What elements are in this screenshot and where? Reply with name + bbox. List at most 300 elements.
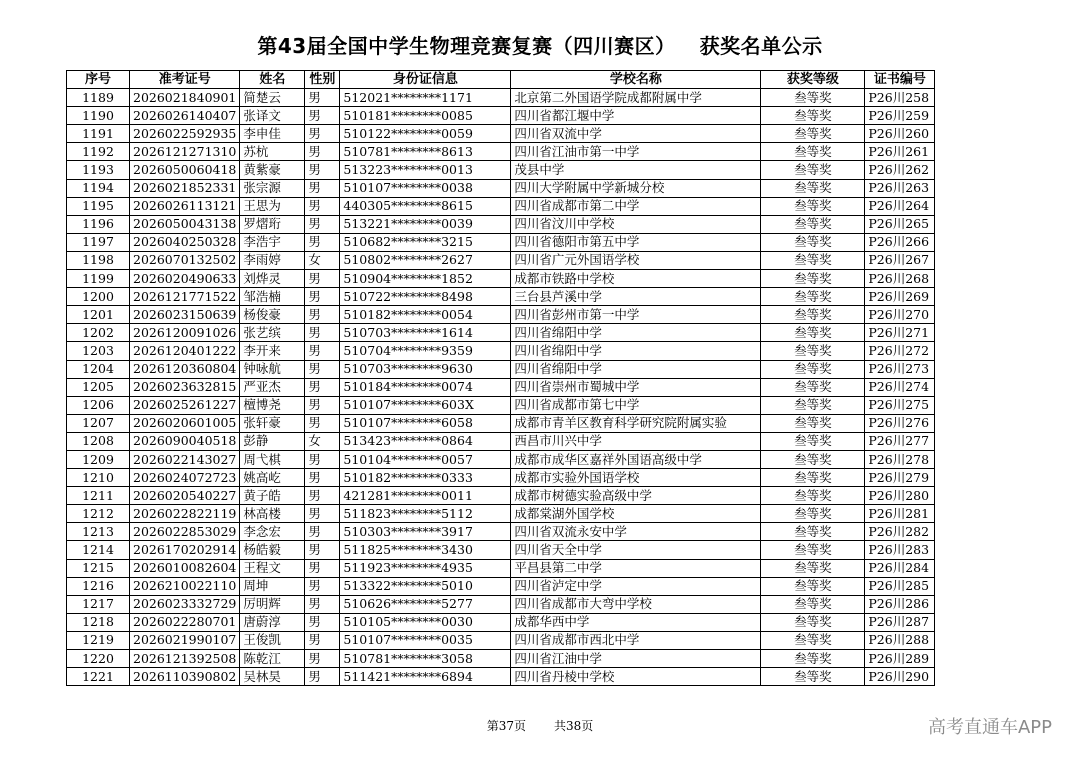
cell-exam-id: 2026040250328 bbox=[130, 233, 240, 251]
cell-exam-id: 2026022853029 bbox=[130, 523, 240, 541]
cell-gender: 男 bbox=[305, 631, 340, 649]
table-row bbox=[67, 487, 935, 505]
cell-id-card: 511923********4935 bbox=[340, 559, 511, 577]
cell-certificate: P26川258 bbox=[865, 89, 935, 107]
cell-index: 1214 bbox=[67, 541, 130, 559]
cell-name: 李雨婷 bbox=[240, 251, 305, 269]
cell-id-card: 510107********0038 bbox=[340, 179, 511, 197]
cell-award: 叁等奖 bbox=[761, 595, 865, 613]
award-table bbox=[66, 70, 935, 686]
col-header-school: 学校名称 bbox=[511, 71, 761, 89]
cell-index: 1199 bbox=[67, 270, 130, 288]
cell-id-card: 511825********3430 bbox=[340, 541, 511, 559]
cell-index: 1210 bbox=[67, 469, 130, 487]
page-number: 第37页 bbox=[486, 719, 526, 733]
cell-certificate: P26川269 bbox=[865, 288, 935, 306]
table-row bbox=[67, 469, 935, 487]
cell-id-card: 510122********0059 bbox=[340, 125, 511, 143]
cell-gender: 男 bbox=[305, 541, 340, 559]
cell-certificate: P26川285 bbox=[865, 577, 935, 595]
cell-id-card: 421281********0011 bbox=[340, 487, 511, 505]
cell-name: 张轩豪 bbox=[240, 414, 305, 432]
table-row bbox=[67, 306, 935, 324]
cell-gender: 男 bbox=[305, 360, 340, 378]
cell-school: 四川省绵阳中学 bbox=[511, 360, 761, 378]
cell-gender: 男 bbox=[305, 179, 340, 197]
cell-certificate: P26川277 bbox=[865, 432, 935, 450]
cell-certificate: P26川287 bbox=[865, 613, 935, 631]
cell-gender: 男 bbox=[305, 505, 340, 523]
cell-gender: 男 bbox=[305, 378, 340, 396]
cell-award: 叁等奖 bbox=[761, 125, 865, 143]
table-row bbox=[67, 541, 935, 559]
cell-id-card: 510781********3058 bbox=[340, 650, 511, 668]
cell-exam-id: 2026023632815 bbox=[130, 378, 240, 396]
cell-gender: 男 bbox=[305, 469, 340, 487]
cell-school: 成都市成华区嘉祥外国语高级中学 bbox=[511, 450, 761, 468]
cell-award: 叁等奖 bbox=[761, 197, 865, 215]
table-row bbox=[67, 197, 935, 215]
table-row bbox=[67, 432, 935, 450]
cell-exam-id: 2026210022110 bbox=[130, 577, 240, 595]
cell-school: 四川省彭州市第一中学 bbox=[511, 306, 761, 324]
cell-gender: 男 bbox=[305, 107, 340, 125]
cell-id-card: 510104********0057 bbox=[340, 450, 511, 468]
page-total: 共38页 bbox=[554, 719, 594, 733]
cell-certificate: P26川276 bbox=[865, 414, 935, 432]
cell-gender: 男 bbox=[305, 487, 340, 505]
table-row bbox=[67, 215, 935, 233]
cell-school: 成都市实验外国语学校 bbox=[511, 469, 761, 487]
cell-name: 黄子皓 bbox=[240, 487, 305, 505]
cell-certificate: P26川283 bbox=[865, 541, 935, 559]
cell-id-card: 510303********3917 bbox=[340, 523, 511, 541]
cell-school: 四川省崇州市蜀城中学 bbox=[511, 378, 761, 396]
cell-award: 叁等奖 bbox=[761, 179, 865, 197]
cell-exam-id: 2026170202914 bbox=[130, 541, 240, 559]
cell-award: 叁等奖 bbox=[761, 270, 865, 288]
cell-gender: 男 bbox=[305, 125, 340, 143]
cell-index: 1213 bbox=[67, 523, 130, 541]
title-sub: 获奖名单公示 bbox=[699, 34, 823, 58]
cell-award: 叁等奖 bbox=[761, 378, 865, 396]
cell-index: 1215 bbox=[67, 559, 130, 577]
cell-name: 张宗源 bbox=[240, 179, 305, 197]
cell-id-card: 511421********6894 bbox=[340, 668, 511, 686]
cell-exam-id: 2026025261227 bbox=[130, 396, 240, 414]
cell-award: 叁等奖 bbox=[761, 342, 865, 360]
cell-name: 杨俊豪 bbox=[240, 306, 305, 324]
cell-name: 钟咏航 bbox=[240, 360, 305, 378]
cell-award: 叁等奖 bbox=[761, 251, 865, 269]
cell-award: 叁等奖 bbox=[761, 577, 865, 595]
cell-certificate: P26川270 bbox=[865, 306, 935, 324]
table-row bbox=[67, 668, 935, 686]
cell-gender: 男 bbox=[305, 161, 340, 179]
cell-award: 叁等奖 bbox=[761, 306, 865, 324]
cell-index: 1209 bbox=[67, 450, 130, 468]
cell-school: 四川省天全中学 bbox=[511, 541, 761, 559]
cell-name: 李申佳 bbox=[240, 125, 305, 143]
table-row bbox=[67, 233, 935, 251]
cell-school: 成都市青羊区教育科学研究院附属实验 bbox=[511, 414, 761, 432]
cell-school: 四川省成都市第二中学 bbox=[511, 197, 761, 215]
cell-exam-id: 2026024072723 bbox=[130, 469, 240, 487]
cell-name: 黄紫豪 bbox=[240, 161, 305, 179]
cell-award: 叁等奖 bbox=[761, 143, 865, 161]
cell-certificate: P26川260 bbox=[865, 125, 935, 143]
cell-award: 叁等奖 bbox=[761, 432, 865, 450]
cell-exam-id: 2026121392508 bbox=[130, 650, 240, 668]
table-row bbox=[67, 378, 935, 396]
col-header-exam-id: 准考证号 bbox=[130, 71, 240, 89]
table-row bbox=[67, 143, 935, 161]
cell-school: 茂县中学 bbox=[511, 161, 761, 179]
cell-id-card: 510107********603X bbox=[340, 396, 511, 414]
cell-id-card: 510181********0085 bbox=[340, 107, 511, 125]
cell-exam-id: 2026120360804 bbox=[130, 360, 240, 378]
cell-index: 1190 bbox=[67, 107, 130, 125]
cell-name: 唐蔚淳 bbox=[240, 613, 305, 631]
table-row bbox=[67, 559, 935, 577]
table-row bbox=[67, 107, 935, 125]
cell-id-card: 513223********0013 bbox=[340, 161, 511, 179]
cell-certificate: P26川282 bbox=[865, 523, 935, 541]
cell-exam-id: 2026050060418 bbox=[130, 161, 240, 179]
cell-exam-id: 2026020601005 bbox=[130, 414, 240, 432]
cell-award: 叁等奖 bbox=[761, 541, 865, 559]
page-title bbox=[0, 30, 1080, 59]
cell-id-card: 510904********1852 bbox=[340, 270, 511, 288]
cell-exam-id: 2026021852331 bbox=[130, 179, 240, 197]
cell-award: 叁等奖 bbox=[761, 360, 865, 378]
cell-certificate: P26川275 bbox=[865, 396, 935, 414]
table-row bbox=[67, 89, 935, 107]
cell-name: 王思为 bbox=[240, 197, 305, 215]
cell-id-card: 513322********5010 bbox=[340, 577, 511, 595]
cell-index: 1221 bbox=[67, 668, 130, 686]
cell-award: 叁等奖 bbox=[761, 396, 865, 414]
cell-school: 四川省绵阳中学 bbox=[511, 324, 761, 342]
cell-certificate: P26川263 bbox=[865, 179, 935, 197]
cell-gender: 女 bbox=[305, 251, 340, 269]
cell-gender: 男 bbox=[305, 215, 340, 233]
cell-name: 李开来 bbox=[240, 342, 305, 360]
cell-certificate: P26川259 bbox=[865, 107, 935, 125]
cell-index: 1200 bbox=[67, 288, 130, 306]
table-row bbox=[67, 251, 935, 269]
cell-school: 三台县芦溪中学 bbox=[511, 288, 761, 306]
cell-school: 四川省汶川中学校 bbox=[511, 215, 761, 233]
cell-exam-id: 2026121771522 bbox=[130, 288, 240, 306]
cell-gender: 男 bbox=[305, 342, 340, 360]
cell-award: 叁等奖 bbox=[761, 505, 865, 523]
cell-school: 四川省成都市西北中学 bbox=[511, 631, 761, 649]
cell-award: 叁等奖 bbox=[761, 613, 865, 631]
cell-school: 成都市铁路中学校 bbox=[511, 270, 761, 288]
cell-index: 1204 bbox=[67, 360, 130, 378]
cell-id-card: 513423********0864 bbox=[340, 432, 511, 450]
cell-name: 刘烨灵 bbox=[240, 270, 305, 288]
cell-gender: 男 bbox=[305, 197, 340, 215]
cell-school: 四川省绵阳中学 bbox=[511, 342, 761, 360]
cell-index: 1212 bbox=[67, 505, 130, 523]
cell-award: 叁等奖 bbox=[761, 161, 865, 179]
cell-exam-id: 2026021990107 bbox=[130, 631, 240, 649]
cell-certificate: P26川281 bbox=[865, 505, 935, 523]
cell-name: 周弋棋 bbox=[240, 450, 305, 468]
table-row bbox=[67, 450, 935, 468]
cell-name: 林高楼 bbox=[240, 505, 305, 523]
cell-index: 1195 bbox=[67, 197, 130, 215]
title-main: 第43届全国中学生物理竞赛复赛（四川赛区） bbox=[257, 34, 676, 58]
table-row bbox=[67, 613, 935, 631]
cell-certificate: P26川265 bbox=[865, 215, 935, 233]
cell-name: 苏杭 bbox=[240, 143, 305, 161]
cell-certificate: P26川271 bbox=[865, 324, 935, 342]
cell-id-card: 510182********0054 bbox=[340, 306, 511, 324]
cell-exam-id: 2026022592935 bbox=[130, 125, 240, 143]
table-row bbox=[67, 577, 935, 595]
cell-gender: 男 bbox=[305, 650, 340, 668]
cell-exam-id: 2026070132502 bbox=[130, 251, 240, 269]
cell-school: 成都华西中学 bbox=[511, 613, 761, 631]
cell-index: 1198 bbox=[67, 251, 130, 269]
table-row bbox=[67, 179, 935, 197]
cell-gender: 男 bbox=[305, 595, 340, 613]
cell-award: 叁等奖 bbox=[761, 414, 865, 432]
cell-gender: 男 bbox=[305, 233, 340, 251]
cell-certificate: P26川272 bbox=[865, 342, 935, 360]
cell-gender: 男 bbox=[305, 559, 340, 577]
table-row bbox=[67, 650, 935, 668]
cell-index: 1220 bbox=[67, 650, 130, 668]
cell-award: 叁等奖 bbox=[761, 450, 865, 468]
cell-name: 简楚云 bbox=[240, 89, 305, 107]
watermark-logo-text: 高考直通车APP bbox=[927, 717, 1052, 738]
cell-exam-id: 2026020490633 bbox=[130, 270, 240, 288]
table-row bbox=[67, 360, 935, 378]
cell-index: 1196 bbox=[67, 215, 130, 233]
cell-school: 成都棠湖外国学校 bbox=[511, 505, 761, 523]
cell-name: 彭静 bbox=[240, 432, 305, 450]
cell-school: 四川省江油市第一中学 bbox=[511, 143, 761, 161]
cell-id-card: 510182********0333 bbox=[340, 469, 511, 487]
cell-school: 四川省成都市大弯中学校 bbox=[511, 595, 761, 613]
cell-name: 姚高屹 bbox=[240, 469, 305, 487]
cell-gender: 男 bbox=[305, 577, 340, 595]
cell-index: 1193 bbox=[67, 161, 130, 179]
cell-certificate: P26川266 bbox=[865, 233, 935, 251]
cell-gender: 男 bbox=[305, 288, 340, 306]
table-row bbox=[67, 125, 935, 143]
cell-gender: 男 bbox=[305, 324, 340, 342]
cell-index: 1205 bbox=[67, 378, 130, 396]
cell-id-card: 510105********0030 bbox=[340, 613, 511, 631]
cell-school: 西昌市川兴中学 bbox=[511, 432, 761, 450]
cell-school: 四川省泸定中学 bbox=[511, 577, 761, 595]
table-row bbox=[67, 396, 935, 414]
cell-award: 叁等奖 bbox=[761, 324, 865, 342]
cell-gender: 男 bbox=[305, 613, 340, 631]
cell-exam-id: 2026022822119 bbox=[130, 505, 240, 523]
cell-id-card: 510722********8498 bbox=[340, 288, 511, 306]
cell-certificate: P26川286 bbox=[865, 595, 935, 613]
cell-school: 四川省江油中学 bbox=[511, 650, 761, 668]
page-footer bbox=[0, 717, 1080, 734]
cell-exam-id: 2026020540227 bbox=[130, 487, 240, 505]
cell-exam-id: 2026022280701 bbox=[130, 613, 240, 631]
cell-exam-id: 2026026113121 bbox=[130, 197, 240, 215]
cell-school: 四川省双流永安中学 bbox=[511, 523, 761, 541]
cell-index: 1191 bbox=[67, 125, 130, 143]
cell-gender: 男 bbox=[305, 668, 340, 686]
cell-certificate: P26川290 bbox=[865, 668, 935, 686]
cell-name: 邹浩楠 bbox=[240, 288, 305, 306]
cell-school: 四川省都江堰中学 bbox=[511, 107, 761, 125]
cell-school: 四川大学附属中学新城分校 bbox=[511, 179, 761, 197]
table-row bbox=[67, 631, 935, 649]
col-header-index: 序号 bbox=[67, 71, 130, 89]
cell-index: 1218 bbox=[67, 613, 130, 631]
cell-index: 1202 bbox=[67, 324, 130, 342]
cell-index: 1217 bbox=[67, 595, 130, 613]
cell-name: 王俊凯 bbox=[240, 631, 305, 649]
cell-exam-id: 2026120091026 bbox=[130, 324, 240, 342]
cell-gender: 男 bbox=[305, 270, 340, 288]
cell-index: 1207 bbox=[67, 414, 130, 432]
col-header-gender: 性别 bbox=[305, 71, 340, 89]
cell-award: 叁等奖 bbox=[761, 559, 865, 577]
cell-exam-id: 2026022143027 bbox=[130, 450, 240, 468]
col-header-id-card: 身份证信息 bbox=[340, 71, 511, 89]
cell-name: 罗熠珩 bbox=[240, 215, 305, 233]
cell-school: 四川省广元外国语学校 bbox=[511, 251, 761, 269]
cell-index: 1189 bbox=[67, 89, 130, 107]
cell-school: 四川省丹棱中学校 bbox=[511, 668, 761, 686]
cell-exam-id: 2026090040518 bbox=[130, 432, 240, 450]
cell-gender: 男 bbox=[305, 89, 340, 107]
cell-name: 李浩宇 bbox=[240, 233, 305, 251]
cell-award: 叁等奖 bbox=[761, 523, 865, 541]
cell-id-card: 511823********5112 bbox=[340, 505, 511, 523]
table-row bbox=[67, 324, 935, 342]
cell-exam-id: 2026010082604 bbox=[130, 559, 240, 577]
cell-id-card: 510704********9359 bbox=[340, 342, 511, 360]
cell-id-card: 510107********6058 bbox=[340, 414, 511, 432]
cell-certificate: P26川264 bbox=[865, 197, 935, 215]
cell-exam-id: 2026023150639 bbox=[130, 306, 240, 324]
cell-gender: 男 bbox=[305, 414, 340, 432]
cell-certificate: P26川278 bbox=[865, 450, 935, 468]
cell-name: 王程文 bbox=[240, 559, 305, 577]
cell-school: 成都市树德实验高级中学 bbox=[511, 487, 761, 505]
table-row bbox=[67, 161, 935, 179]
cell-exam-id: 2026021840901 bbox=[130, 89, 240, 107]
cell-gender: 男 bbox=[305, 143, 340, 161]
cell-exam-id: 2026050043138 bbox=[130, 215, 240, 233]
cell-exam-id: 2026110390802 bbox=[130, 668, 240, 686]
cell-name: 周坤 bbox=[240, 577, 305, 595]
table-body bbox=[67, 89, 935, 686]
cell-exam-id: 2026121271310 bbox=[130, 143, 240, 161]
cell-gender: 女 bbox=[305, 432, 340, 450]
cell-award: 叁等奖 bbox=[761, 288, 865, 306]
cell-index: 1211 bbox=[67, 487, 130, 505]
cell-school: 平昌县第二中学 bbox=[511, 559, 761, 577]
cell-name: 张译文 bbox=[240, 107, 305, 125]
cell-id-card: 510802********2627 bbox=[340, 251, 511, 269]
cell-id-card: 510703********9630 bbox=[340, 360, 511, 378]
cell-gender: 男 bbox=[305, 306, 340, 324]
cell-award: 叁等奖 bbox=[761, 107, 865, 125]
cell-exam-id: 2026120401222 bbox=[130, 342, 240, 360]
cell-certificate: P26川288 bbox=[865, 631, 935, 649]
cell-school: 四川省成都市第七中学 bbox=[511, 396, 761, 414]
cell-index: 1194 bbox=[67, 179, 130, 197]
cell-gender: 男 bbox=[305, 450, 340, 468]
cell-index: 1219 bbox=[67, 631, 130, 649]
cell-name: 杨皓毅 bbox=[240, 541, 305, 559]
col-header-award: 获奖等级 bbox=[761, 71, 865, 89]
cell-award: 叁等奖 bbox=[761, 215, 865, 233]
cell-name: 李念宏 bbox=[240, 523, 305, 541]
cell-index: 1216 bbox=[67, 577, 130, 595]
cell-id-card: 510703********1614 bbox=[340, 324, 511, 342]
cell-name: 严亚杰 bbox=[240, 378, 305, 396]
cell-id-card: 510781********8613 bbox=[340, 143, 511, 161]
cell-id-card: 510626********5277 bbox=[340, 595, 511, 613]
cell-certificate: P26川280 bbox=[865, 487, 935, 505]
cell-certificate: P26川267 bbox=[865, 251, 935, 269]
cell-certificate: P26川262 bbox=[865, 161, 935, 179]
table-row bbox=[67, 342, 935, 360]
cell-award: 叁等奖 bbox=[761, 650, 865, 668]
cell-index: 1201 bbox=[67, 306, 130, 324]
table-row bbox=[67, 270, 935, 288]
cell-index: 1203 bbox=[67, 342, 130, 360]
cell-certificate: P26川289 bbox=[865, 650, 935, 668]
cell-award: 叁等奖 bbox=[761, 89, 865, 107]
table-row bbox=[67, 505, 935, 523]
cell-index: 1192 bbox=[67, 143, 130, 161]
cell-certificate: P26川274 bbox=[865, 378, 935, 396]
cell-school: 北京第二外国语学院成都附属中学 bbox=[511, 89, 761, 107]
cell-id-card: 512021********1171 bbox=[340, 89, 511, 107]
cell-award: 叁等奖 bbox=[761, 233, 865, 251]
cell-index: 1197 bbox=[67, 233, 130, 251]
table-row bbox=[67, 523, 935, 541]
cell-id-card: 513221********0039 bbox=[340, 215, 511, 233]
cell-id-card: 510184********0074 bbox=[340, 378, 511, 396]
cell-gender: 男 bbox=[305, 396, 340, 414]
cell-id-card: 440305********8615 bbox=[340, 197, 511, 215]
cell-certificate: P26川268 bbox=[865, 270, 935, 288]
cell-name: 檀博尧 bbox=[240, 396, 305, 414]
cell-name: 厉明辉 bbox=[240, 595, 305, 613]
cell-name: 张艺缤 bbox=[240, 324, 305, 342]
cell-id-card: 510107********0035 bbox=[340, 631, 511, 649]
cell-exam-id: 2026026140407 bbox=[130, 107, 240, 125]
table-header-row bbox=[67, 71, 935, 89]
col-header-certificate: 证书编号 bbox=[865, 71, 935, 89]
cell-award: 叁等奖 bbox=[761, 487, 865, 505]
cell-certificate: P26川261 bbox=[865, 143, 935, 161]
cell-award: 叁等奖 bbox=[761, 668, 865, 686]
cell-name: 吴林昊 bbox=[240, 668, 305, 686]
cell-name: 陈乾江 bbox=[240, 650, 305, 668]
cell-award: 叁等奖 bbox=[761, 469, 865, 487]
